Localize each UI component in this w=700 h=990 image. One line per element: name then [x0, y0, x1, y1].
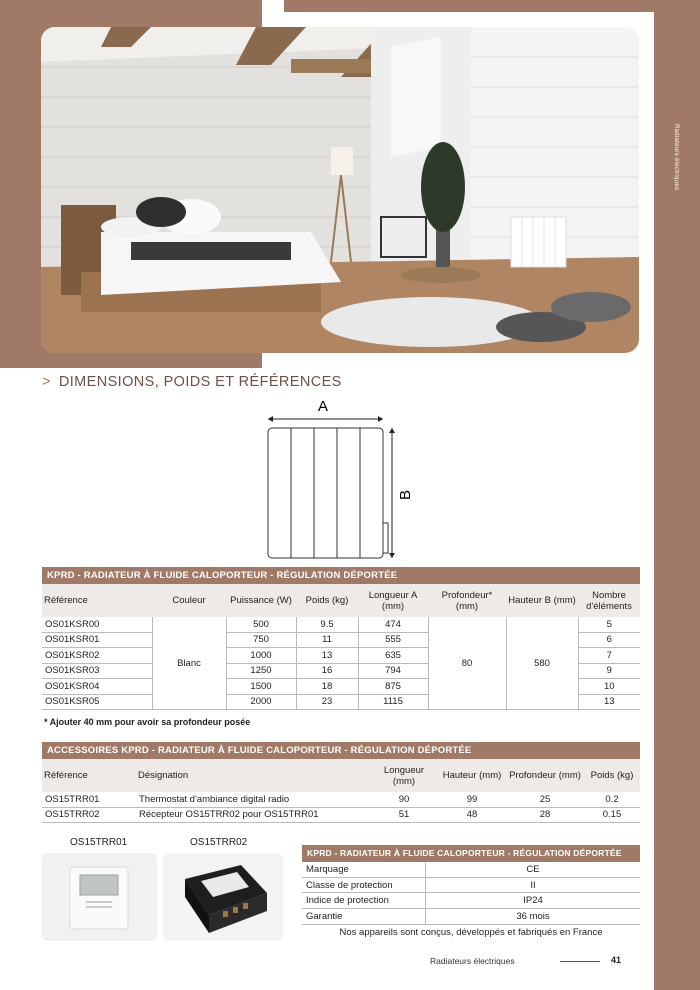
product-label-receiver: OS15TRR02: [190, 837, 248, 848]
dimensions-table: [42, 567, 640, 710]
col-puissance: Puissance (W): [226, 584, 296, 617]
cell-poids: 23: [296, 694, 358, 710]
thermostat-image: [42, 853, 157, 941]
col-longueur: Longueur (mm): [370, 759, 438, 792]
col-poids: Poids (kg): [296, 584, 358, 617]
col-elements: Nombre d'éléments: [578, 584, 640, 617]
col-reference: Référence: [42, 584, 152, 617]
cell-elements: 5: [578, 617, 640, 632]
cell-longueur: 555: [358, 632, 428, 648]
thermostat-icon: [42, 853, 157, 941]
cell-poids: 16: [296, 663, 358, 679]
table-row: [302, 909, 640, 925]
cell-puissance: 2000: [226, 694, 296, 710]
cell-hauteur: 48: [438, 807, 506, 823]
col-couleur: Couleur: [152, 584, 226, 617]
cell-hauteur: 99: [438, 792, 506, 807]
cell-elements: 7: [578, 648, 640, 664]
col-longueur: Longueur A (mm): [358, 584, 428, 617]
cell-ref: OS01KSR00: [42, 617, 152, 632]
page-number: 41: [611, 955, 622, 965]
brown-accent-top: [284, 0, 654, 12]
cell-puissance: 1500: [226, 679, 296, 695]
table-row: [42, 792, 640, 807]
depth-footnote: * Ajouter 40 mm pour avoir sa profondeur posée: [44, 717, 251, 727]
col-reference: Référence: [42, 759, 136, 792]
spec-value: 36 mois: [426, 909, 641, 925]
cell-elements: 9: [578, 663, 640, 679]
cell-longueur: 875: [358, 679, 428, 695]
cell-designation: Récepteur OS15TRR02 pour OS15TRR01: [136, 807, 370, 823]
col-profondeur: Profondeur* (mm): [428, 584, 506, 617]
col-hauteur: Hauteur B (mm): [506, 584, 578, 617]
cell-profondeur: 25: [506, 792, 584, 807]
spec-key: Classe de protection: [302, 877, 426, 893]
made-in-france-note: Nos appareils sont conçus, développés et fabriqués en France: [339, 926, 603, 938]
cell-poids: 13: [296, 648, 358, 664]
receiver-icon: [163, 853, 283, 941]
table-row: [42, 617, 640, 632]
receiver-image: [163, 853, 283, 941]
cell-hauteur: 580: [506, 617, 578, 710]
cell-profondeur: 80: [428, 617, 506, 710]
cell-puissance: 1250: [226, 663, 296, 679]
cell-profondeur: 28: [506, 807, 584, 823]
spec-value: II: [426, 877, 641, 893]
cell-puissance: 1000: [226, 648, 296, 664]
cell-couleur: Blanc: [152, 617, 226, 710]
spec-value: IP24: [426, 893, 641, 909]
bedroom-photo: [41, 27, 639, 353]
specs-table-title: KPRD - RADIATEUR À FLUIDE CALOPORTEUR - RÉGULATION DÉPORTÉE: [302, 845, 640, 862]
spec-key: Indice de protection: [302, 893, 426, 909]
cell-ref: OS01KSR03: [42, 663, 152, 679]
bedroom-illustration: [41, 27, 639, 353]
cell-ref: OS15TRR01: [42, 792, 136, 807]
chevron-right-icon: >: [42, 374, 51, 390]
spec-key: Marquage: [302, 862, 426, 877]
cell-puissance: 750: [226, 632, 296, 648]
cell-elements: 13: [578, 694, 640, 710]
section-title: [42, 374, 342, 390]
product-label-thermostat: OS15TRR01: [70, 837, 128, 848]
dimensions-table-title: KPRD - RADIATEUR À FLUIDE CALOPORTEUR - RÉGULATION DÉPORTÉE: [42, 567, 640, 584]
footer-section-name: Radiateurs électriques: [430, 956, 515, 966]
cell-poids: 11: [296, 632, 358, 648]
cell-poids: 18: [296, 679, 358, 695]
specs-table: [302, 845, 640, 939]
cell-longueur: 474: [358, 617, 428, 632]
cell-ref: OS01KSR05: [42, 694, 152, 710]
table-row: [42, 807, 640, 823]
table-row: [302, 924, 640, 939]
cell-poids: 0.15: [584, 807, 640, 823]
cell-poids: 9.5: [296, 617, 358, 632]
spec-key: Garantie: [302, 909, 426, 925]
accessories-table: [42, 742, 640, 823]
col-profondeur: Profondeur (mm): [506, 759, 584, 792]
side-section-label: Radiateurs électriques: [673, 124, 679, 191]
col-poids: Poids (kg): [584, 759, 640, 792]
cell-designation: Thermostat d'ambiance digital radio: [136, 792, 370, 807]
dimension-label-a: A: [317, 398, 329, 415]
dimension-label-b: B: [397, 489, 414, 501]
cell-puissance: 500: [226, 617, 296, 632]
cell-poids: 0.2: [584, 792, 640, 807]
accessories-table-title: ACCESSOIRES KPRD - RADIATEUR À FLUIDE CALOPORTEUR - RÉGULATION DÉPORTÉE: [42, 742, 640, 759]
radiator-dimension-diagram: [255, 395, 425, 565]
col-hauteur: Hauteur (mm): [438, 759, 506, 792]
table-row: [302, 877, 640, 893]
col-designation: Désignation: [136, 759, 370, 792]
footer-divider: [560, 961, 600, 962]
cell-ref: OS01KSR01: [42, 632, 152, 648]
spec-value: CE: [426, 862, 641, 877]
cell-elements: 10: [578, 679, 640, 695]
cell-longueur: 794: [358, 663, 428, 679]
cell-longueur: 1115: [358, 694, 428, 710]
cell-ref: OS01KSR04: [42, 679, 152, 695]
cell-longueur: 90: [370, 792, 438, 807]
table-row: [302, 862, 640, 877]
cell-ref: OS15TRR02: [42, 807, 136, 823]
cell-longueur: 635: [358, 648, 428, 664]
cell-ref: OS01KSR02: [42, 648, 152, 664]
section-title-text: DIMENSIONS, POIDS ET RÉFÉRENCES: [58, 374, 342, 390]
cell-elements: 6: [578, 632, 640, 648]
cell-longueur: 51: [370, 807, 438, 823]
table-row: [302, 893, 640, 909]
